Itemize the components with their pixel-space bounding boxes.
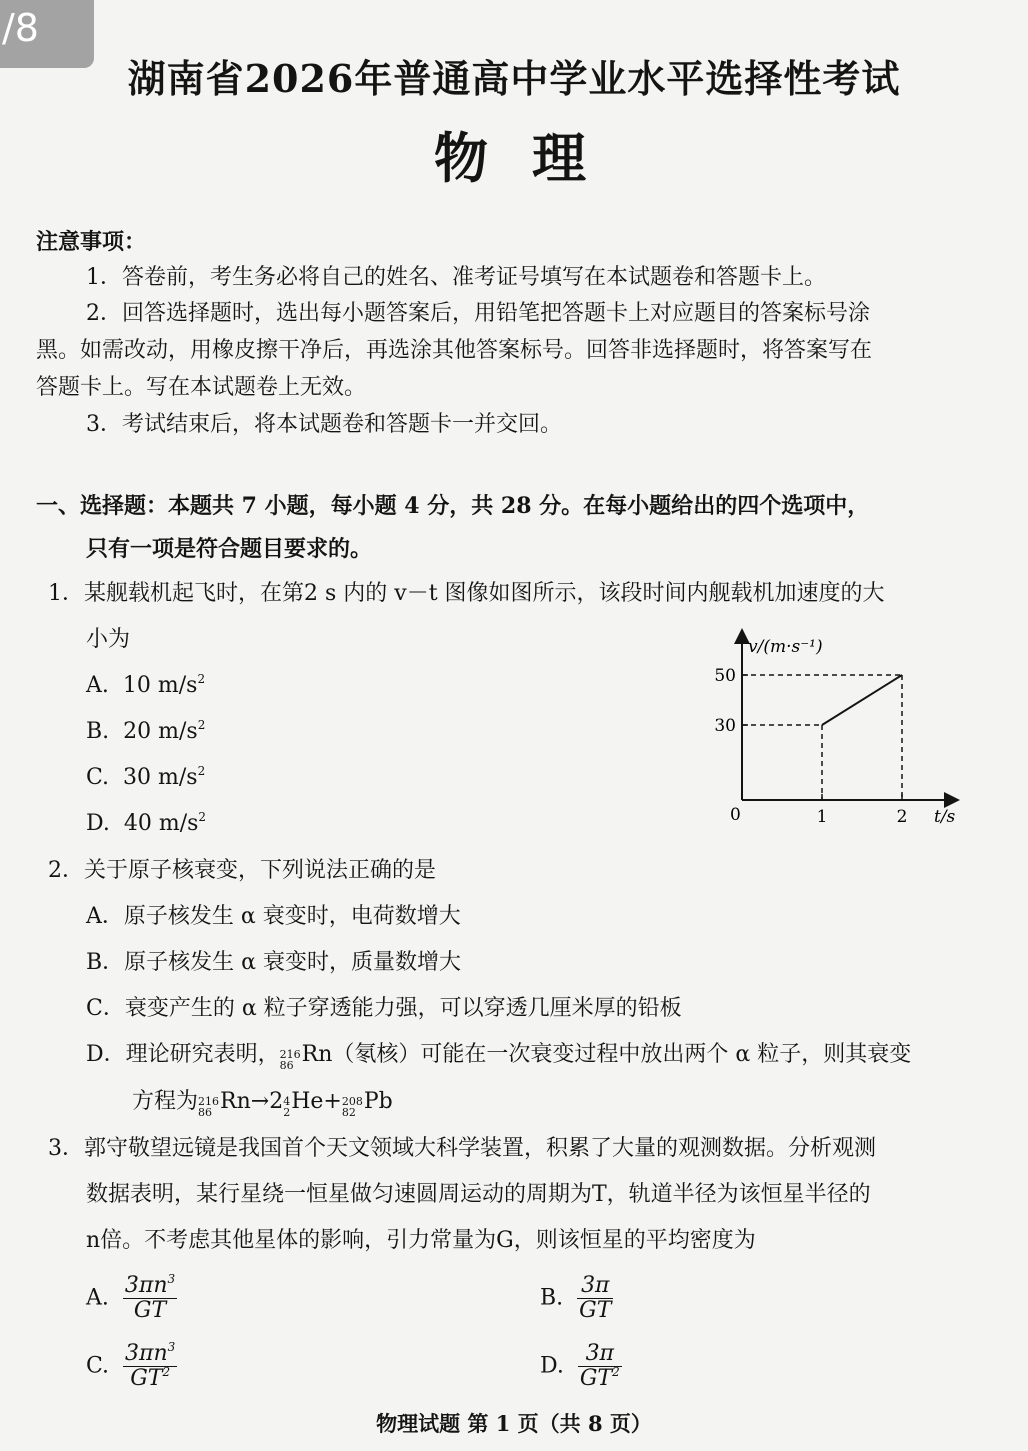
exam-title: 湖南省2026年普通高中学业水平选择性考试 <box>127 56 901 101</box>
q2-stem: 2．关于原子核衰变，下列说法正确的是 <box>48 858 436 883</box>
q2-option-a[interactable]: A．原子核发生 α 衰变时，电荷数增大 <box>86 904 461 929</box>
vt-graph <box>690 628 980 838</box>
x-tick-label: 1 <box>816 807 828 827</box>
notice-item-3: 3．考试结束后，将本试题卷和答题卡一并交回。 <box>86 412 562 437</box>
rn-symbol: Rn <box>220 1089 251 1114</box>
q2-option-d[interactable] <box>86 1041 911 1071</box>
q1-option-b[interactable] <box>86 718 205 746</box>
option-label: B. <box>540 1285 564 1311</box>
y-tick-label: 50 <box>714 666 736 686</box>
option-exponent: 2 <box>197 764 206 778</box>
option-label: A. <box>86 1285 109 1311</box>
option-label: B. <box>86 719 110 744</box>
fraction: $\frac{3\pi n^3}{GT}$ <box>124 1272 176 1323</box>
dashed-guides <box>742 675 902 800</box>
q1-option-d[interactable] <box>86 810 206 838</box>
option-exponent: 2 <box>197 672 206 686</box>
pb-symbol: Pb <box>363 1089 393 1114</box>
option-value: 30 m/s <box>123 765 198 790</box>
rn-nuclide-indices: 216 86 <box>279 1048 301 1072</box>
option-label: A. <box>86 673 109 698</box>
rn-symbol: Rn <box>301 1042 333 1067</box>
reaction-arrow: → <box>250 1089 270 1114</box>
option-d-prefix: D．理论研究表明， <box>86 1042 280 1067</box>
pb-indices: 208 82 <box>341 1095 363 1119</box>
page-indicator-badge: /8 <box>0 0 94 68</box>
q3-option-b[interactable] <box>540 1274 613 1323</box>
notice-item-1: 1．答卷前，考生务必将自己的姓名、准考证号填写在本试题卷和答题卡上。 <box>86 265 826 290</box>
q2-option-b[interactable]: B．原子核发生 α 衰变时，质量数增大 <box>86 950 462 975</box>
x-axis-label: t/s <box>934 807 956 827</box>
q1-option-c[interactable] <box>86 764 205 792</box>
option-value: 10 m/s <box>122 673 198 698</box>
q3-stem-line-1: 3．郭守敬望远镜是我国首个天文领域大科学装置，积累了大量的观测数据。分析观测 <box>48 1136 876 1161</box>
q1-option-a[interactable] <box>86 672 205 700</box>
option-label: D. <box>86 811 110 836</box>
equation-prefix: 方程为 <box>132 1089 199 1114</box>
q1-stem-line-2: 小为 <box>86 627 131 652</box>
section-1-header: 一、选择题：本题共 7 小题，每小题 4 分，共 28 分。在每小题给出的四个选项中， <box>36 493 870 519</box>
q3-stem-line-2: 数据表明，某行星绕一恒星做匀速圆周运动的周期为T，轨道半径为该恒星半径的 <box>86 1182 871 1207</box>
q3-option-d[interactable] <box>540 1342 622 1391</box>
q2-option-c[interactable]: C．衰变产生的 α 粒子穿透能力强，可以穿透几厘米厚的铅板 <box>86 996 682 1021</box>
he-symbol: He <box>291 1089 324 1114</box>
option-label: C. <box>86 1353 110 1379</box>
section-1-header-cont: 只有一项是符合题目要求的。 <box>86 536 373 562</box>
option-exponent: 2 <box>197 718 206 732</box>
fraction: $\frac{3\pi}{GT^2}$ <box>579 1341 620 1391</box>
velocity-line <box>822 675 902 725</box>
q1-stem-line-1: 1．某舰载机起飞时，在第2 s 内的 v－t 图像如图所示，该段时间内舰载机加速度的大 <box>48 581 885 606</box>
notice-item-2-line-3: 答题卡上。写在本试题卷上无效。 <box>36 375 367 400</box>
origin-label: 0 <box>730 805 741 825</box>
x-tick-label: 2 <box>896 807 908 827</box>
notice-item-2-line-2: 黑。如需改动，用橡皮擦干净后，再选涂其他答案标号。回答非选择题时，将答案写在 <box>36 338 873 363</box>
he-indices: 4 2 <box>283 1095 291 1119</box>
page-footer: 物理试题 第 1 页（共 8 页） <box>376 1411 652 1436</box>
y-tick-label: 30 <box>714 716 736 736</box>
plus-sign: + <box>323 1089 342 1114</box>
y-axis-label: v/(m·s⁻¹) <box>748 637 823 657</box>
q2-decay-equation <box>132 1088 393 1118</box>
notice-item-2-line-1: 2．回答选择题时，选出每小题答案后，用铅笔把答题卡上对应题目的答案标号涂 <box>86 301 870 326</box>
q3-stem-line-3: n倍。不考虑其他星体的影响，引力常量为G，则该恒星的平均密度为 <box>86 1228 756 1253</box>
option-d-suffix: （氡核）可能在一次衰变过程中放出两个 α 粒子，则其衰变 <box>332 1042 912 1067</box>
option-value: 20 m/s <box>123 719 198 744</box>
option-exponent: 2 <box>198 810 207 824</box>
option-label: D. <box>540 1353 564 1379</box>
q3-option-a[interactable] <box>86 1274 177 1323</box>
notice-heading: 注意事项： <box>36 229 147 255</box>
he-coefficient: 2 <box>269 1089 284 1114</box>
rn-indices: 216 86 <box>198 1095 220 1119</box>
fraction: $\frac{3\pi n^3}{GT^2}$ <box>125 1340 176 1391</box>
option-label: C. <box>86 765 110 790</box>
fraction: $\frac{3\pi}{GT}$ <box>579 1273 612 1323</box>
subject-title: 物理 <box>434 126 630 190</box>
q3-option-c[interactable] <box>86 1342 177 1391</box>
option-value: 40 m/s <box>123 811 199 836</box>
